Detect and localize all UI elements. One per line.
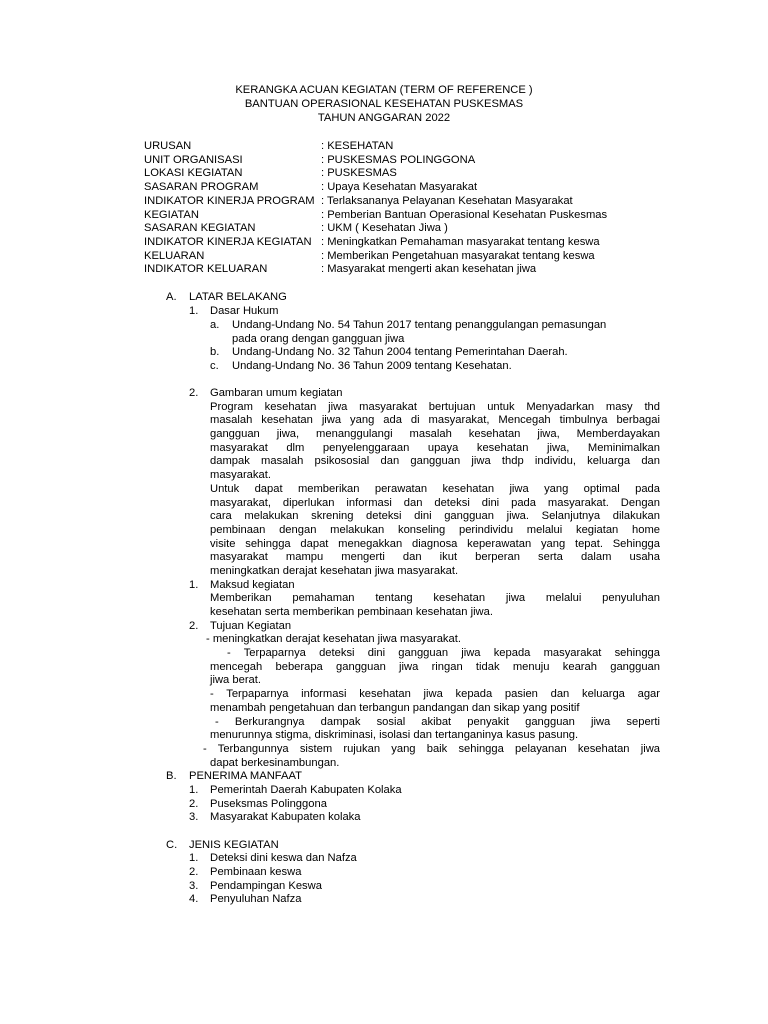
info-value: : Meningkatkan Pemahaman masyarakat tentang keswa bbox=[321, 236, 600, 248]
document-title-line-3: TAHUN ANGGARAN 2022 bbox=[317, 112, 451, 124]
list-item: Masyarakat Kabupaten kolaka bbox=[210, 811, 361, 823]
info-label: LOKASI KEGIATAN bbox=[144, 167, 243, 179]
bullet-item-continuation: menurunnya stigma, diskriminasi, isolasi dan tertanganinya kasus pasung. bbox=[210, 729, 579, 741]
paragraph-line: masyarakat dlm penyelenggaraan upaya kesehatan jiwa, Meminimalkan bbox=[210, 442, 660, 454]
bullet-item: - Terbangunnya sistem rujukan yang baik sehingga pelayanan kesehatan jiwa bbox=[203, 743, 660, 755]
info-value: : Pemberian Bantuan Operasional Kesehatan Puskesmas bbox=[321, 209, 608, 221]
list-item: Deteksi dini keswa dan Nafza bbox=[210, 852, 357, 864]
document-title-line-2: BANTUAN OPERASIONAL KESEHATAN PUSKESMAS bbox=[244, 98, 524, 110]
info-value: : KESEHATAN bbox=[321, 140, 394, 152]
list-marker: 1. bbox=[189, 784, 199, 796]
list-marker: 1. bbox=[189, 305, 199, 317]
info-label: SASARAN PROGRAM bbox=[144, 181, 259, 193]
list-marker: 1. bbox=[189, 579, 199, 591]
section-marker: A. bbox=[166, 291, 177, 303]
section-heading: PENERIMA MANFAAT bbox=[189, 770, 302, 782]
info-label: INDIKATOR KINERJA PROGRAM bbox=[144, 195, 315, 207]
list-item: Puseksmas Polinggona bbox=[210, 798, 327, 810]
list-marker: 3. bbox=[189, 811, 199, 823]
subsection-heading: Gambaran umum kegiatan bbox=[210, 387, 343, 399]
list-item: Penyuluhan Nafza bbox=[210, 893, 302, 905]
bullet-item-continuation: menambah pengetahuan dan terbangun pandangan dan sikap yang positif bbox=[210, 702, 580, 714]
list-item: Pendampingan Keswa bbox=[210, 880, 322, 892]
paragraph-line: meningkatkan derajat kesehatan jiwa masyarakat. bbox=[210, 565, 459, 577]
paragraph-line: Untuk dapat memberikan perawatan kesehatan jiwa yang optimal pada bbox=[210, 483, 660, 495]
info-value: : Masyarakat mengerti akan kesehatan jiwa bbox=[321, 263, 537, 275]
info-label: URUSAN bbox=[144, 140, 192, 152]
bullet-item-continuation: dapat berkesinambungan. bbox=[210, 757, 340, 769]
info-value: : PUSKESMAS bbox=[321, 167, 397, 179]
bullet-item-continuation: jiwa berat. bbox=[210, 674, 261, 686]
paragraph-line: cara melakukan skrening deteksi dini gangguan jiwa. Selanjutnya dilakukan bbox=[210, 510, 660, 522]
list-marker: a. bbox=[210, 319, 220, 331]
subsection-heading: Tujuan Kegiatan bbox=[210, 620, 292, 632]
list-marker: 2. bbox=[189, 798, 199, 810]
paragraph-line: visite sehingga dapat menegakkan diagnosa keperawatan yang tepat. Sehingga bbox=[210, 538, 660, 550]
info-value: : UKM ( Kesehatan Jiwa ) bbox=[321, 222, 448, 234]
info-value: : Memberikan Pengetahuan masyarakat tentang keswa bbox=[321, 250, 595, 262]
law-text: Undang-Undang No. 54 Tahun 2017 tentang penanggulangan pemasungan bbox=[232, 319, 607, 331]
bullet-item: - Berkurangnya dampak sosial akibat penyakit gangguan jiwa seperti bbox=[215, 716, 660, 728]
law-text: pada orang dengan gangguan jiwa bbox=[232, 333, 405, 345]
info-value: : Upaya Kesehatan Masyarakat bbox=[321, 181, 478, 193]
paragraph-line: gangguan jiwa, menanggulangi masalah kesehatan jiwa, Memberdayakan bbox=[210, 428, 660, 440]
paragraph-line: masyarakat mampu mengerti dan ikut berperan serta dalam usaha bbox=[210, 551, 660, 563]
bullet-item: - Terpaparnya deteksi dini gangguan jiwa kepada masyarakat sehingga bbox=[227, 647, 660, 659]
paragraph-line: masalah kesehatan jiwa yang ada di masyarakat, Mencegah timbulnya berbagai bbox=[210, 414, 660, 426]
info-label: INDIKATOR KINERJA KEGIATAN bbox=[144, 236, 312, 248]
section-marker: C. bbox=[166, 839, 178, 851]
list-marker: c. bbox=[210, 360, 219, 372]
law-text: Undang-Undang No. 32 Tahun 2004 tentang Pemerintahan Daerah. bbox=[232, 346, 568, 358]
paragraph-line: kesehatan serta memberikan pembinaan kesehatan jiwa. bbox=[210, 606, 493, 618]
subsection-heading: Maksud kegiatan bbox=[210, 579, 295, 591]
list-marker: 4. bbox=[189, 893, 199, 905]
list-marker: 3. bbox=[189, 880, 199, 892]
paragraph-line: masyarakat, diperlukan informasi dan deteksi dini pada masyarakat. Dengan bbox=[210, 497, 660, 509]
info-value: : PUSKESMAS POLINGGONA bbox=[321, 154, 476, 166]
list-marker: 2. bbox=[189, 620, 199, 632]
list-marker: b. bbox=[210, 346, 220, 358]
info-label: KELUARAN bbox=[144, 250, 205, 262]
bullet-item: - Terpaparnya informasi kesehatan jiwa kepada pasien dan keluarga agar bbox=[210, 688, 660, 700]
list-marker: 1. bbox=[189, 852, 199, 864]
list-marker: 2. bbox=[189, 866, 199, 878]
info-label: UNIT ORGANISASI bbox=[144, 154, 243, 166]
paragraph-line: Program kesehatan jiwa masyarakat bertujuan untuk Menyadarkan masy thd bbox=[210, 401, 660, 413]
info-value: : Terlaksananya Pelayanan Kesehatan Masyarakat bbox=[321, 195, 573, 207]
bullet-item: - meningkatkan derajat kesehatan jiwa masyarakat. bbox=[206, 633, 461, 645]
section-marker: B. bbox=[166, 770, 177, 782]
subsection-heading: Dasar Hukum bbox=[210, 305, 279, 317]
info-label: INDIKATOR KELUARAN bbox=[144, 263, 268, 275]
paragraph-line: pembinaan dengan melakukan konseling perindividu melalui kegiatan home bbox=[210, 524, 660, 536]
section-heading: LATAR BELAKANG bbox=[189, 291, 287, 303]
info-label: KEGIATAN bbox=[144, 209, 199, 221]
section-heading: JENIS KEGIATAN bbox=[189, 839, 279, 851]
paragraph-line: dampak masalah psikososial dan gangguan jiwa thdp individu, keluarga dan bbox=[210, 455, 660, 467]
document-title-line-1: KERANGKA ACUAN KEGIATAN (TERM OF REFERENCE ) bbox=[235, 84, 533, 96]
paragraph-line: masyarakat. bbox=[210, 469, 271, 481]
list-marker: 2. bbox=[189, 387, 199, 399]
list-item: Pembinaan keswa bbox=[210, 866, 302, 878]
info-label: SASARAN KEGIATAN bbox=[144, 222, 256, 234]
list-item: Pemerintah Daerah Kabupaten Kolaka bbox=[210, 784, 402, 796]
paragraph-line: Memberikan pemahaman tentang kesehatan jiwa melalui penyuluhan bbox=[210, 592, 660, 604]
bullet-item-continuation: mencegah beberapa gangguan jiwa ringan tidak menuju kearah gangguan bbox=[210, 661, 660, 673]
law-text: Undang-Undang No. 36 Tahun 2009 tentang Kesehatan. bbox=[232, 360, 512, 372]
